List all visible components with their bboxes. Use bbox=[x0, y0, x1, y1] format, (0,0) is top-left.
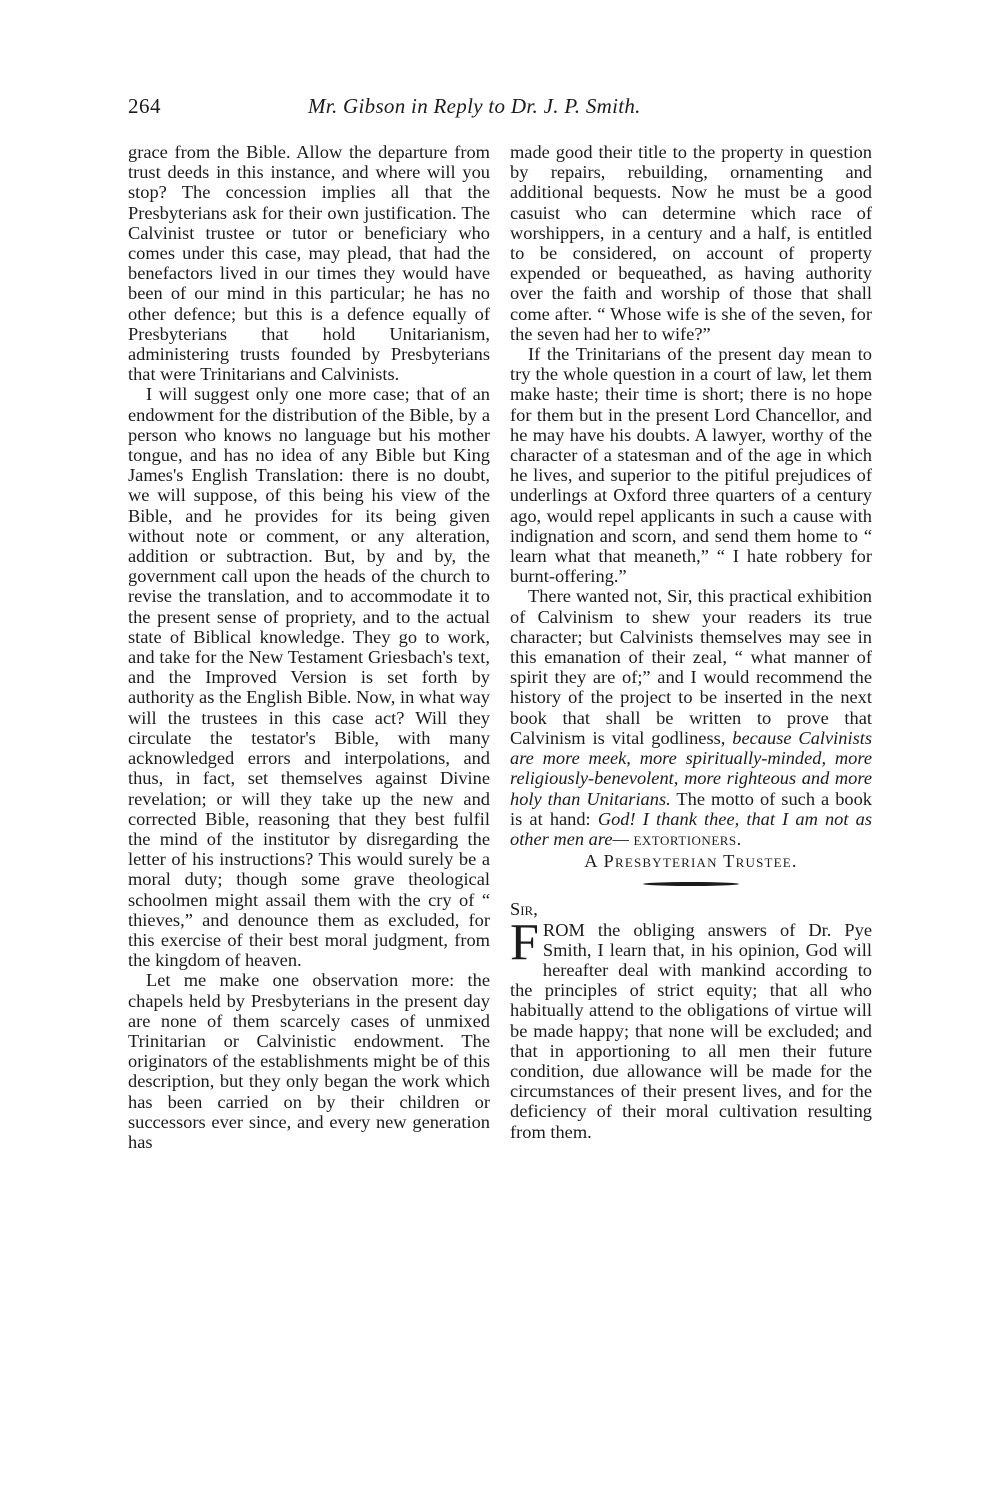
page-number: 264 bbox=[128, 94, 161, 118]
paragraph: I will suggest only one more case; that of an endowment for the distribution of the Bible, by a person who knows no language but his mother tongue, and has no idea of any Bible but King James's English Translation: there is no doubt, we will suppose, of this being his view of the Bible, and he provides for its being given without note or comment, or any alteration, addition or subtraction. But, by and by, the government call upon the heads of the church to revise the translation, and to accommodate it to the present sense of propriety, and to the actual state of Biblical knowledge. They go to work, and take for the New Testament Griesbach's text, and the Improved Version is set forth by authority as the English Bible. Now, in what way will the trustees in this case act? Will they circulate the testator's Bible, with many acknowledged errors and interpolations, and thus, in fact, set themselves against Divine revelation; or will they take up the new and corrected Bible, reasoning that they best fulfil the mind of the institutor by disregarding the letter of his instructions? This would surely be a moral duty; though some grave theological schoolmen might assail them with the cry of “ thieves,” and denounce them as excluded, for this exercise of their best moral judgment, from the kingdom of heaven. bbox=[128, 384, 490, 971]
page-header bbox=[128, 94, 868, 124]
paragraph: Let me make one observation more: the chapels held by Presbyterians in the present day are none of them scarcely cases of unmixed Trinitarian or Calvinistic endowment. The originators of the establishments might be of this description, but they only began the work which has been carried on by their children or successors ever since, and every new generation has bbox=[128, 970, 490, 1152]
signature: A Presbyterian Trustee. bbox=[584, 851, 798, 872]
paragraph bbox=[510, 913, 872, 1142]
left-column bbox=[128, 142, 490, 1152]
salutation: Sir, bbox=[510, 899, 538, 920]
paragraph: grace from the Bible. Allow the departure from trust deeds in this instance, and where will you stop? The concession implies all that the Presbyterians ask for their own justification. The Calvinist trustee or tutor or beneficiary who comes under this case, may plead, that had the benefactors lived in our times they would have been of our mind in this particular; he has no other defence; but this is a defence equally of Presbyterians that hold Unitarianism, administering trusts founded by Presbyterians that were Trinitarians and Calvinists. bbox=[128, 142, 490, 385]
paragraph-text: The motto of such a book is at hand: bbox=[510, 788, 873, 829]
small-caps-text: extortioners. bbox=[633, 828, 742, 849]
running-title: Mr. Gibson in Reply to Dr. J. P. Smith. bbox=[308, 94, 641, 118]
paragraph-text: There wanted not, Sir, this practical exhibition of Calvinism to shew your readers its true character; but Calvinists themselves may see in this emanation of their zeal, “ what manner of spirit they are of;” and I would recommend the history of the project to be inserted in the next book that shall be written to prove that Calvinism is vital godliness, bbox=[510, 586, 872, 748]
paragraph-text: ROM the obliging answers of Dr. Pye Smith, I learn that, in his opinion, God will hereafter deal with mankind according to the principles of strict equity; that all who habitually attend to the obligations of virtue will be made happy; that none will be excluded; and that in apportioning to all men their future condition, due allowance will be made for the circumstances of their present lives, and for the deficiency of their moral cultivation resulting from them. bbox=[510, 919, 872, 1142]
italic-text: because Calvinists are more meek, more spiritually-minded, more religiously-benevolent, more righteous and more holy than Unitarians. bbox=[510, 727, 872, 809]
right-column bbox=[510, 142, 872, 1142]
drop-cap: F bbox=[510, 913, 539, 971]
ornamental-rule bbox=[643, 882, 739, 886]
italic-text: God! I thank thee, that I am not as other men are— bbox=[510, 808, 872, 849]
section-divider bbox=[510, 871, 872, 897]
paragraph: If the Trinitarians of the present day mean to try the whole question in a court of law, let them make haste; their time is short; there is no hope for them but in the present Lord Chancellor, and he may have his doubts. A lawyer, worthy of the character of a statesman and of the age in which he lives, and superior to the pitiful prejudices of underlings at Oxford three quarters of a century ago, would repel applicants in such a cause with indignation and scorn, and send them home to “ learn what that meaneth,” “ I hate robbery for burnt-offering.” bbox=[510, 344, 872, 587]
paragraph: made good their title to the property in question by repairs, rebuilding, ornamenting and additional bequests. Now he must be a good casuist who can determine which race of worshippers, in a century and a half, is entitled to be considered, on account of property expended or bequeathed, as having authority over the faith and worship of those that shall come after. “ Whose wife is she of the seven, for the seven had her to wife?” bbox=[510, 142, 872, 344]
paragraph bbox=[510, 586, 872, 849]
